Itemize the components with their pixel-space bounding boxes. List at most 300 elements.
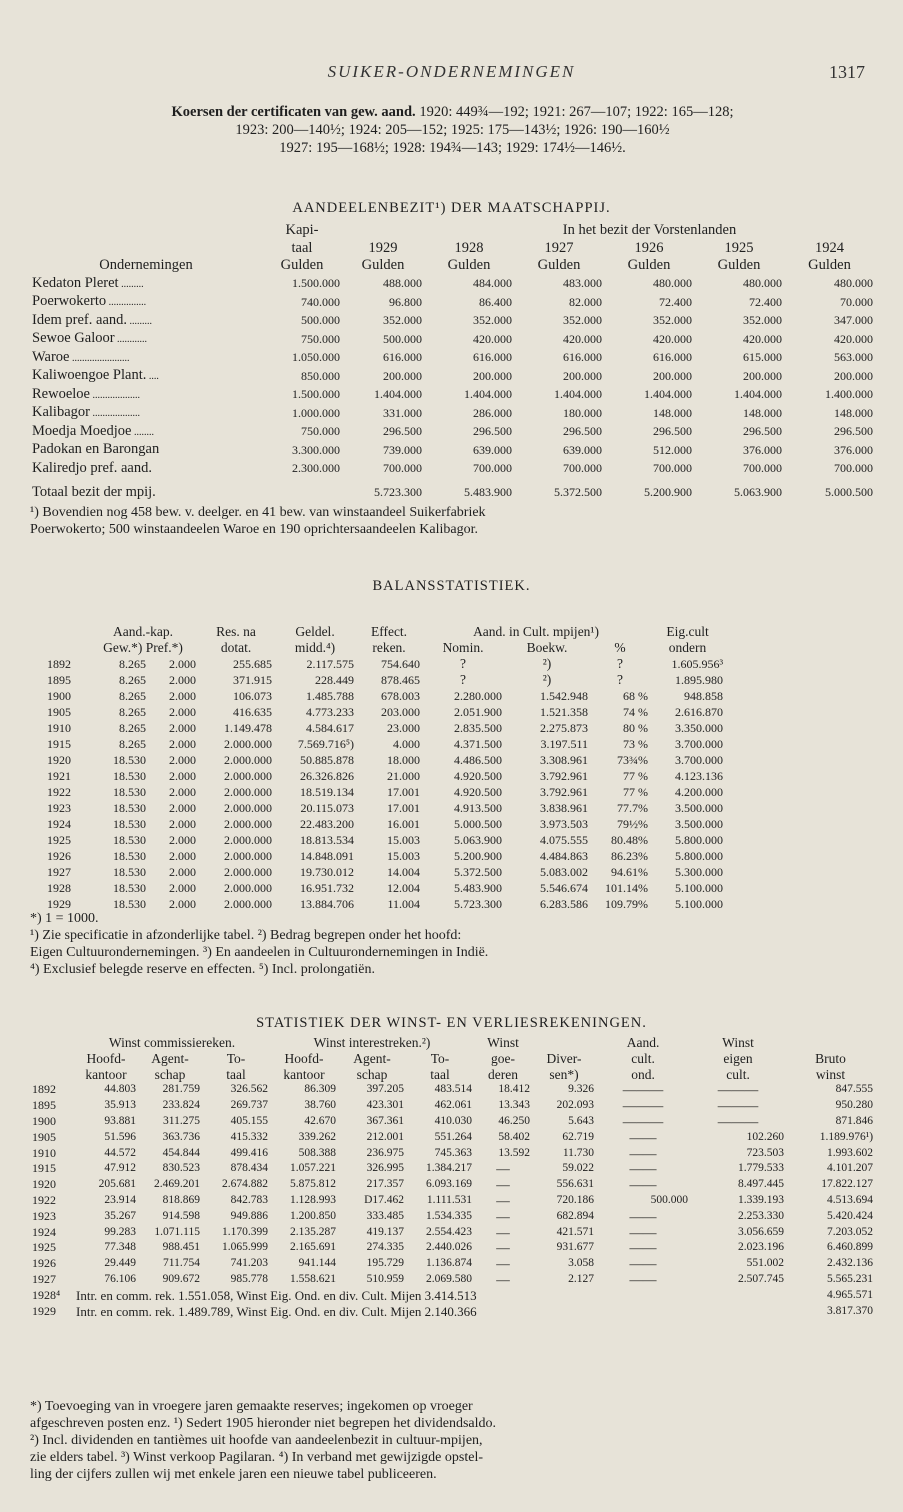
quotes-line3: 1927: 195—168½; 1928: 194¾—143; 1929: 174½—146½.	[279, 140, 626, 156]
company-name: Kedaton Pleret	[32, 274, 119, 291]
value-cell: 11.004	[387, 897, 421, 911]
winst-footnotes	[30, 1398, 875, 1483]
value-cell: 18.530	[113, 881, 146, 895]
col-kapi: Kapi-	[285, 222, 319, 238]
value-cell: 1.404.000	[734, 387, 782, 401]
winst-row	[30, 1209, 875, 1225]
value-cell: 8.265	[119, 657, 146, 671]
value-cell: ?	[617, 656, 624, 671]
value-cell: 5.546.674	[540, 881, 589, 895]
company-name: Waroe	[32, 348, 70, 365]
value-cell: 3.700.000	[675, 737, 724, 751]
value-cell: 94.61%	[611, 865, 649, 879]
footnote: *) 1 = 1000.	[30, 911, 99, 926]
value-cell: ———	[622, 1098, 664, 1114]
value-cell: 3.300.000	[292, 442, 340, 457]
value-cell: 3.838.961	[540, 801, 589, 815]
value-cell: 423.301	[366, 1099, 405, 1112]
value-cell: 484.000	[473, 276, 512, 290]
footnote: ⁴) Exclusief belegde reserve en effecten. ⁵) Incl. prolongatiën.	[30, 962, 375, 977]
value-cell: 50.885.878	[300, 753, 355, 767]
bezit-header-row	[30, 257, 875, 275]
value-cell: 72.400	[749, 294, 782, 309]
col-gulden: Gulden	[280, 257, 324, 273]
value-cell: 352.000	[473, 313, 512, 327]
value-cell: 296.500	[473, 424, 512, 438]
value-cell: 3.500.000	[675, 817, 724, 831]
value-cell: 711.754	[163, 1257, 200, 1270]
value-cell: 233.824	[162, 1099, 200, 1112]
col-head: kantoor	[283, 1066, 325, 1082]
value-cell: 4.123.136	[675, 769, 724, 783]
value-cell: 1.605.956³	[671, 657, 724, 671]
balans-row	[30, 768, 903, 784]
quotes-line1: 1920: 449¾—192; 1921: 267—107; 1922: 165—128;	[419, 104, 734, 120]
company-name: Kaliredjo pref. aand.	[32, 459, 152, 476]
col-eigcult: Eig.cult	[666, 624, 709, 639]
value-cell: 1.534.335	[426, 1209, 473, 1222]
value-cell: 5.372.500	[454, 865, 503, 879]
value-cell: 4.101.207	[827, 1162, 874, 1175]
leader-dots: .........	[118, 278, 144, 290]
col-res: Res. na	[216, 624, 256, 639]
balans-row	[30, 720, 903, 736]
footnote: ¹) Bovendien nog 458 bew. v. deelger. en 41 bew. van winstaandeel Suikerfabriek	[30, 505, 486, 520]
value-cell: 5.100.000	[675, 897, 724, 911]
value-cell: 5.300.000	[675, 865, 724, 879]
value-cell: 5.800.000	[675, 833, 724, 847]
value-cell: 352.000	[653, 313, 692, 327]
value-cell: 20.115.073	[300, 801, 355, 815]
value-cell: 2.000	[169, 817, 197, 831]
value-cell: 311.275	[163, 1114, 200, 1127]
value-cell: 5.100.000	[675, 881, 724, 895]
value-cell: 5.083.002	[540, 865, 589, 879]
value-cell: 510.959	[366, 1272, 405, 1285]
year-cell: 1927	[47, 865, 71, 879]
value-cell: 1.400.000	[825, 387, 873, 401]
value-cell: 830.523	[162, 1162, 200, 1175]
value-cell: 200.000	[563, 368, 602, 383]
value-cell: 38.760	[304, 1099, 337, 1112]
value-cell: 1.000.000	[292, 405, 340, 420]
value-cell: 76.106	[104, 1272, 136, 1285]
value-cell: 740.000	[301, 294, 340, 309]
value-cell: 682.894	[556, 1209, 595, 1222]
balans-header-row	[30, 640, 903, 656]
value-cell: 1.404.000	[554, 387, 602, 401]
value-cell: 563.000	[834, 350, 873, 364]
value-cell: 18.530	[113, 849, 146, 863]
col-head: Agent-	[151, 1050, 189, 1066]
value-cell: ———	[622, 1113, 664, 1129]
footnote: Poerwokerto; 500 winstaandeelen Waroe en 190 oprichtersaandeelen Kalibagor.	[30, 522, 479, 537]
value-cell: 700.000	[383, 461, 422, 475]
winst-row	[30, 1146, 875, 1162]
value-cell: 914.598	[162, 1209, 200, 1222]
value-cell: 700.000	[743, 461, 782, 475]
value-cell: ——	[629, 1240, 657, 1256]
value-cell: —	[496, 1177, 510, 1193]
col-gulden: Gulden	[447, 257, 491, 273]
value-cell: 2.000.000	[224, 801, 273, 815]
year-cell: 1900	[32, 1113, 56, 1128]
col-head: winst	[815, 1066, 846, 1082]
value-cell: 480.000	[834, 276, 873, 290]
value-cell: 2.300.000	[292, 461, 340, 475]
value-cell: 1.057.221	[290, 1162, 337, 1175]
value-cell: 5.565.231	[827, 1272, 874, 1285]
value-cell: ———	[717, 1082, 759, 1098]
value-cell: 420.000	[834, 331, 873, 346]
value-cell: 5.420.424	[827, 1209, 874, 1222]
value-cell: —	[496, 1271, 510, 1287]
value-cell: 405.155	[230, 1114, 269, 1127]
value-cell: 352.000	[383, 313, 422, 327]
value-cell: 148.000	[653, 405, 692, 420]
value-cell: 17.001	[387, 801, 421, 815]
value-cell: 1.404.000	[374, 387, 422, 401]
col-gulden: Gulden	[537, 257, 581, 273]
value-cell: 988.451	[162, 1241, 200, 1254]
bezit-row	[30, 404, 875, 423]
leader-dots: ...............	[106, 297, 147, 308]
value-cell: 5.875.812	[290, 1178, 337, 1191]
value-cell: 8.265	[119, 705, 146, 719]
balans-title: BALANSSTATISTIEK.	[372, 578, 531, 594]
value-cell: ——	[629, 1177, 657, 1193]
winst-row	[30, 1161, 875, 1177]
value-cell: 5.063.900	[454, 833, 503, 847]
value-cell: 286.000	[473, 405, 512, 420]
value-cell: 333.485	[366, 1209, 405, 1222]
leader-dots: ............	[114, 334, 148, 345]
value-cell: ———	[717, 1113, 759, 1129]
value-cell: 80.48%	[611, 833, 649, 847]
balans-row	[30, 672, 903, 688]
value-cell: 148.000	[743, 405, 782, 420]
value-cell: 180.000	[563, 405, 602, 420]
value-cell: 148.000	[834, 405, 873, 420]
value-cell: 102.260	[746, 1130, 785, 1143]
value-cell: 4.000	[393, 737, 421, 751]
value-cell: 941.144	[298, 1257, 337, 1270]
value-cell: 1.149.478	[224, 721, 273, 735]
value-cell: 2.253.330	[738, 1209, 785, 1222]
value-cell: 1.170.399	[222, 1225, 269, 1238]
value-cell: 4.513.694	[827, 1193, 874, 1206]
balans-row	[30, 688, 903, 704]
year-cell: 1928	[47, 881, 71, 895]
col-aandkap: Aand.-kap.	[113, 624, 173, 639]
value-cell: 499.416	[230, 1146, 269, 1159]
value-cell: 2.000	[169, 785, 197, 799]
year-cell: 1915	[47, 737, 71, 751]
col-taal: taal	[291, 239, 313, 256]
value-cell: 18.412	[498, 1083, 531, 1096]
value-cell: 6.460.899	[827, 1241, 874, 1254]
col-pct: %	[614, 640, 626, 655]
leader-dots: .......................	[69, 352, 130, 364]
value-cell: 551.264	[434, 1130, 473, 1143]
value-cell: 2.000.000	[224, 737, 273, 751]
value-cell: 352.000	[743, 313, 782, 327]
year-cell: 1928⁴	[32, 1287, 61, 1302]
col-year: 1926	[634, 239, 664, 256]
col-dotat: dotat.	[220, 640, 252, 655]
value-cell: 35.267	[104, 1209, 136, 1222]
value-cell: 2.023.196	[738, 1241, 785, 1254]
value-cell: 420.000	[563, 331, 602, 346]
value-cell: 217.357	[366, 1178, 405, 1191]
bezit-row	[30, 386, 875, 405]
value-cell: 23.000	[387, 721, 421, 735]
value-cell: 18.813.534	[300, 833, 355, 847]
value-cell: 77 %	[623, 769, 649, 783]
value-cell: ²)	[542, 656, 552, 671]
winst-row-1928	[30, 1288, 875, 1304]
value-cell: 3.308.961	[540, 753, 589, 767]
footnote: *) Toevoeging van in vroegere jaren gemaakte reserves; ingekomen op vroeger	[30, 1399, 473, 1414]
value-cell: 2.000.000	[224, 753, 273, 767]
value-cell: 3.973.503	[540, 817, 589, 831]
col-head: cult.	[631, 1050, 655, 1066]
year-cell: 1927	[32, 1271, 56, 1286]
winst-row	[30, 1114, 875, 1130]
value-cell: ———	[622, 1082, 664, 1098]
bezit-footnotes	[30, 504, 875, 538]
value-cell: 62.719	[562, 1130, 595, 1143]
company-cell	[30, 312, 262, 331]
col-head: kantoor	[85, 1066, 127, 1082]
value-cell: 18.530	[113, 753, 146, 767]
bezit-row	[30, 441, 875, 460]
value-cell: 331.000	[383, 405, 422, 420]
value-cell: ——	[629, 1256, 657, 1272]
col-ondern: ondern	[668, 640, 707, 655]
value-cell: 2.000.000	[224, 881, 273, 895]
year-cell: 1892	[47, 657, 71, 671]
value-cell: ——	[629, 1161, 657, 1177]
leader-dots: ....	[146, 371, 159, 382]
certificate-quotes	[30, 103, 875, 157]
value-cell: 878.465	[381, 673, 421, 687]
value-cell: 93.881	[104, 1114, 136, 1127]
company-cell	[30, 367, 262, 386]
value-cell: 818.869	[162, 1193, 200, 1206]
col-head: schap	[356, 1066, 388, 1082]
winst-row	[30, 1240, 875, 1256]
bezit-row	[30, 293, 875, 312]
value-cell: 2.000.000	[224, 849, 273, 863]
col-effect: Effect.	[370, 624, 408, 639]
col-gulden: Gulden	[717, 257, 761, 273]
value-cell: ——	[629, 1271, 657, 1287]
value-cell: 1.542.948	[540, 689, 589, 703]
value-cell: 847.555	[835, 1083, 874, 1096]
col-winst-comm: Winst commissiereken.	[108, 1035, 236, 1050]
year-cell: 1926	[32, 1256, 56, 1271]
winst-header-row	[30, 1051, 875, 1067]
value-cell: 15.003	[387, 833, 421, 847]
footnote: zie elders tabel. ³) Winst verkoop Pagilaran. ⁴) In verband met gewijzigde opstel-	[30, 1450, 483, 1465]
value-cell: 13.592	[498, 1146, 531, 1159]
value-cell: ——	[629, 1129, 657, 1145]
col-nomin: Nomin.	[442, 640, 484, 655]
col-year: 1928	[454, 239, 484, 256]
value-cell: 80 %	[623, 721, 649, 735]
company-name: Sewoe Galoor	[32, 330, 115, 346]
value-cell: 1.558.621	[290, 1272, 337, 1285]
value-cell: 5.643	[568, 1114, 595, 1127]
leader-dots: ...................	[89, 408, 140, 419]
winst-row-1929	[30, 1304, 875, 1320]
col-year: 1925	[724, 239, 754, 256]
value-cell: 950.280	[835, 1099, 874, 1112]
col-year: 1924	[815, 239, 844, 256]
value-cell: 410.030	[434, 1114, 473, 1127]
value-cell: 421.571	[556, 1225, 595, 1238]
value-cell: 8.265	[119, 689, 146, 703]
value-cell: 2.554.423	[426, 1225, 473, 1238]
bezit-row	[30, 330, 875, 349]
value-cell: 4.773.233	[306, 705, 355, 719]
company-cell	[30, 423, 262, 442]
value-cell: 12.004	[387, 881, 421, 895]
winst-row	[30, 1193, 875, 1209]
value-cell: 500.000	[383, 331, 422, 346]
bezit-title: AANDEELENBEZIT¹) DER MAATSCHAPPIJ.	[292, 200, 611, 216]
value-cell: 3.500.000	[675, 801, 724, 815]
value-cell: 8.265	[119, 673, 146, 687]
winst-row	[30, 1225, 875, 1241]
footnote: ²) Incl. dividenden en tantièmes uit hoofde van aandeelenbezit in cultuur-mpijen,	[30, 1433, 483, 1448]
value-cell: 73¾%	[617, 753, 649, 767]
leader-dots: ...................	[89, 389, 140, 401]
value-cell: 2.000.000	[224, 833, 273, 847]
value-cell: 2.000.000	[224, 865, 273, 879]
value-cell: 1.485.788	[306, 689, 355, 703]
value-cell: 4.075.555	[540, 833, 589, 847]
value-cell: 19.730.012	[300, 865, 355, 879]
value-cell: 2.000	[169, 865, 197, 879]
value-cell: 1.065.999	[222, 1241, 269, 1254]
value-cell: 741.203	[230, 1257, 269, 1270]
company-cell	[30, 293, 262, 312]
value-cell: 2.616.870	[675, 705, 724, 719]
value-cell: ²)	[542, 672, 552, 687]
footnote: afgeschreven posten enz. ¹) Sedert 1905 hieronder niet begrepen het dividendsaldo.	[30, 1416, 497, 1431]
value-cell: 4.200.000	[675, 785, 724, 799]
winst-row	[30, 1177, 875, 1193]
year-cell: 1924	[47, 817, 71, 831]
value-cell: 4.913.500	[454, 801, 503, 815]
value-cell: 420.000	[743, 331, 782, 346]
value-cell: 415.332	[230, 1130, 269, 1143]
value-cell: 700.000	[473, 461, 512, 475]
value-cell: 985.778	[230, 1272, 269, 1285]
value-cell: 18.519.134	[300, 785, 355, 799]
value-cell: 909.672	[162, 1272, 200, 1285]
col-vorstenlanden: In het bezit der Vorstenlanden	[562, 222, 737, 238]
value-cell: 842.783	[230, 1193, 269, 1206]
value-cell: 200.000	[743, 368, 782, 383]
value-cell: 2.000	[169, 833, 197, 847]
col-winst-int: Winst interestreken.²)	[313, 1035, 431, 1050]
company-cell	[30, 441, 262, 460]
value-cell: 4.584.617	[306, 721, 355, 735]
value-cell: 2.507.745	[738, 1272, 785, 1285]
bezit-row	[30, 367, 875, 386]
value-cell: 7.569.716⁵)	[297, 737, 355, 751]
balans-row	[30, 800, 903, 816]
value-cell: 72.400	[659, 294, 692, 309]
balans-row	[30, 880, 903, 896]
total-cell: 5.200.900	[644, 485, 692, 499]
company-name: Kaliwoengoe Plant.	[32, 367, 147, 383]
value-cell: 2.000.000	[224, 817, 273, 831]
value-cell: 3.350.000	[675, 721, 724, 735]
value-cell: 44.572	[104, 1146, 136, 1159]
value-cell: 371.915	[233, 673, 273, 687]
total-cell: 5.000.500	[825, 485, 873, 499]
value-cell: 2.280.000	[454, 689, 503, 703]
value-cell: 8.265	[119, 721, 146, 735]
value-cell: 18.530	[113, 897, 146, 911]
value-cell: 720.186	[556, 1193, 595, 1206]
value-cell: 616.000	[653, 350, 692, 364]
value-cell: 2.469.201	[154, 1178, 200, 1191]
bruto-cell: 3.817.370	[827, 1304, 874, 1317]
value-cell: 745.363	[434, 1146, 473, 1159]
value-cell: 750.000	[301, 424, 340, 438]
winst-row	[30, 1082, 875, 1098]
value-cell: 500.000	[650, 1193, 689, 1206]
value-cell: 700.000	[653, 461, 692, 475]
year-cell: 1922	[47, 785, 71, 799]
balans-row	[30, 832, 903, 848]
value-cell: 18.530	[113, 801, 146, 815]
bezit-row	[30, 349, 875, 368]
value-cell: 296.500	[653, 424, 692, 438]
value-cell: 2.440.026	[426, 1241, 473, 1254]
year-cell: 1921	[47, 769, 71, 783]
year-cell: 1910	[32, 1145, 56, 1160]
value-cell: 1.050.000	[292, 350, 340, 364]
value-cell: 639.000	[563, 442, 602, 457]
balans-row	[30, 784, 903, 800]
value-cell: 416.635	[233, 705, 273, 719]
value-cell: —	[496, 1224, 510, 1240]
value-cell: 2.000	[169, 737, 197, 751]
value-cell: 4.486.500	[454, 753, 503, 767]
value-cell: 200.000	[383, 368, 422, 383]
company-name: Idem pref. aand.	[32, 311, 128, 328]
year-cell: 1892	[32, 1082, 56, 1097]
value-cell: 73 %	[623, 737, 649, 751]
winst-table	[30, 1035, 875, 1319]
footnote: ling der cijfers zullen wij met enkele jaren een nieuwe tabel publiceeren.	[30, 1467, 437, 1482]
quotes-line2: 1923: 200—140½; 1924: 205—152; 1925: 175—143½; 1926: 190—160½	[235, 122, 670, 138]
value-cell: 615.000	[743, 350, 782, 364]
value-cell: 1.200.850	[290, 1209, 337, 1222]
value-cell: 17.822.127	[821, 1178, 874, 1191]
year-cell: 1910	[47, 721, 71, 735]
value-cell: 109.79%	[605, 897, 649, 911]
col-midd: midd.⁴)	[294, 640, 336, 655]
value-cell: ——	[629, 1208, 657, 1224]
footnote: Eigen Cultuurondernemingen. ³) En aandeelen in Cultuurondernemingen in Indië.	[30, 945, 489, 960]
